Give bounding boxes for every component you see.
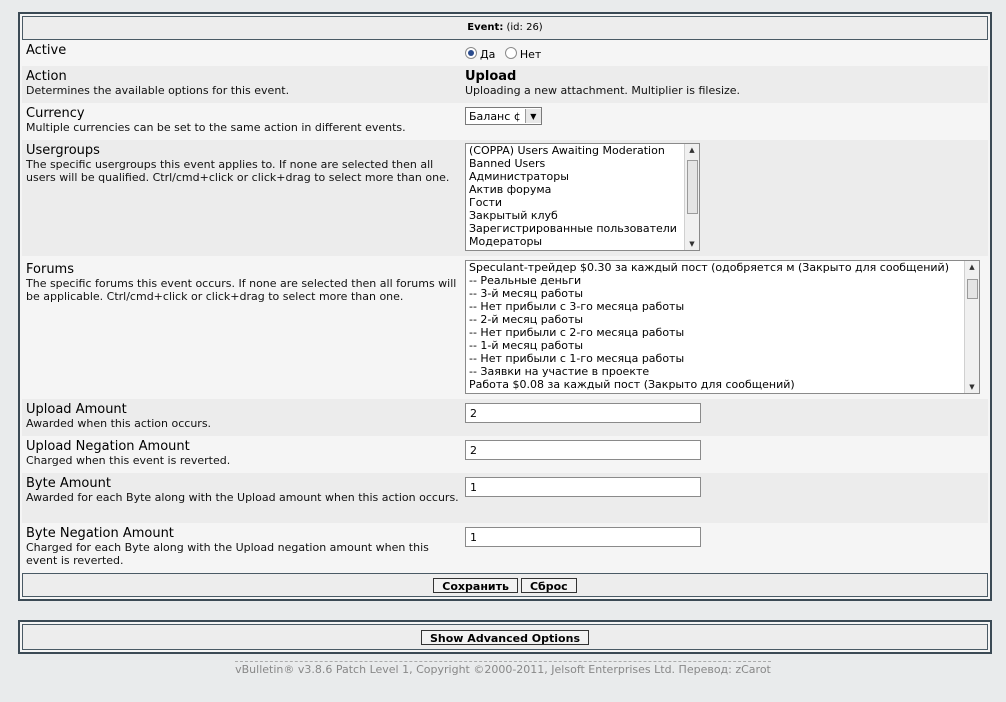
list-item[interactable]: -- Нет прибыли с 3-го месяца работы	[469, 300, 685, 313]
advanced-options-panel	[18, 620, 992, 654]
form-header	[22, 16, 988, 40]
list-item[interactable]: -- Заявки на участие в проекте	[469, 365, 650, 378]
list-item[interactable]: -- Нет прибыли с 2-го месяца работы	[469, 326, 685, 339]
upload-amount-input[interactable]: 2	[465, 403, 701, 423]
list-item[interactable]: Зарегистрированные пользователи	[469, 222, 677, 235]
currency-selected: Баланс ¢	[469, 109, 521, 123]
upload-negation-desc: Charged when this event is reverted.	[26, 454, 231, 467]
row-byte-amount	[22, 473, 988, 523]
usergroups-desc: The specific usergroups this event applies to. If none are selected then all users will be qualified. Ctrl/cmd+click or click+drag to select more than one.	[26, 158, 450, 184]
list-item[interactable]: Закрытый клуб	[469, 209, 558, 222]
list-item[interactable]: -- 1-й месяц работы	[469, 339, 584, 352]
list-item[interactable]: Гости	[469, 196, 503, 209]
scroll-down-icon[interactable]: ▼	[969, 383, 975, 391]
active-label: Active	[26, 43, 67, 58]
list-item[interactable]: -- Нет прибыли с 1-го месяца работы	[469, 352, 685, 365]
event-form-panel	[18, 12, 992, 601]
scroll-up-icon[interactable]: ▲	[689, 146, 695, 154]
form-footer	[22, 573, 988, 597]
row-usergroups	[22, 140, 988, 256]
list-item[interactable]: -- 2-й месяц работы	[469, 313, 584, 326]
usergroups-label: Usergroups	[26, 143, 100, 158]
list-item[interactable]: Banned Users	[469, 157, 546, 170]
action-value-desc: Uploading a new attachment. Multiplier is filesize.	[465, 84, 741, 97]
row-upload-amount	[22, 399, 988, 436]
action-value: Upload	[465, 69, 517, 84]
usergroups-scrollbar[interactable]	[684, 144, 699, 250]
forums-desc: The specific forums this event occurs. If none are selected then all forums will be applicable. Ctrl/cmd+click or click+drag to select more than one.	[26, 277, 457, 303]
copyright-text	[0, 663, 1006, 676]
upload-negation-input[interactable]: 2	[465, 440, 701, 460]
header-id: (id: 26)	[506, 22, 543, 33]
forums-label: Forums	[26, 262, 74, 277]
byte-amount-input[interactable]: 1	[465, 477, 701, 497]
scroll-up-icon[interactable]: ▲	[969, 263, 975, 271]
list-item[interactable]: Модераторы	[469, 235, 543, 248]
currency-label: Currency	[26, 106, 85, 121]
currency-desc: Multiple currencies can be set to the same action in different events.	[26, 121, 406, 134]
show-advanced-options-button[interactable]: Show Advanced Options	[421, 630, 589, 645]
action-desc: Determines the available options for this event.	[26, 84, 290, 97]
currency-select[interactable]	[465, 107, 542, 125]
byte-amount-label: Byte Amount	[26, 476, 111, 491]
byte-negation-label: Byte Negation Amount	[26, 526, 174, 541]
upload-amount-desc: Awarded when this action occurs.	[26, 417, 212, 430]
active-no-label: Нет	[519, 48, 542, 61]
list-item[interactable]: -- 3-й месяц работы	[469, 287, 584, 300]
reset-button[interactable]: Сброс	[521, 578, 577, 593]
forums-scrollbar[interactable]	[964, 261, 979, 393]
byte-negation-desc: Charged for each Byte along with the Upload negation amount when this event is reverted.	[26, 541, 429, 567]
scroll-down-icon[interactable]: ▼	[689, 240, 695, 248]
row-forums	[22, 256, 988, 399]
active-yes-label: Да	[480, 48, 496, 61]
active-yes-radio[interactable]	[465, 47, 477, 59]
list-item[interactable]: (COPPA) Users Awaiting Moderation	[469, 144, 665, 157]
usergroups-listbox[interactable]	[465, 143, 700, 251]
row-upload-negation	[22, 436, 988, 473]
row-action	[22, 66, 988, 103]
active-no-radio[interactable]	[505, 47, 517, 59]
upload-amount-label: Upload Amount	[26, 402, 127, 417]
list-item[interactable]: Администраторы	[469, 170, 569, 183]
row-byte-negation	[22, 523, 988, 573]
upload-negation-label: Upload Negation Amount	[26, 439, 190, 454]
list-item[interactable]: Работа $0.08 за каждый пост (Закрыто для сообщений)	[469, 378, 795, 391]
list-item[interactable]: Актив форума	[469, 183, 552, 196]
list-item[interactable]: -- Реальные деньги	[469, 274, 582, 287]
forums-listbox[interactable]	[465, 260, 980, 394]
copyright-label: vBulletin® v3.8.6 Patch Level 1, Copyright ©2000-2011, Jelsoft Enterprises Ltd. Перевод: zCarot	[235, 663, 771, 676]
header-title: Event:	[467, 22, 504, 33]
row-currency	[22, 103, 988, 140]
chevron-down-icon[interactable]: ▼	[525, 109, 541, 123]
save-button[interactable]: Сохранить	[433, 578, 518, 593]
advanced-options-bar	[22, 624, 988, 650]
list-item[interactable]: Speculant-трейдер $0.30 за каждый пост (одобряется м (Закрыто для сообщений)	[469, 261, 949, 274]
byte-negation-input[interactable]: 1	[465, 527, 701, 547]
scroll-thumb[interactable]	[967, 279, 978, 299]
scroll-thumb[interactable]	[687, 160, 698, 214]
action-label: Action	[26, 69, 67, 84]
row-active	[22, 40, 988, 66]
byte-amount-desc: Awarded for each Byte along with the Upload amount when this action occurs.	[26, 491, 459, 504]
